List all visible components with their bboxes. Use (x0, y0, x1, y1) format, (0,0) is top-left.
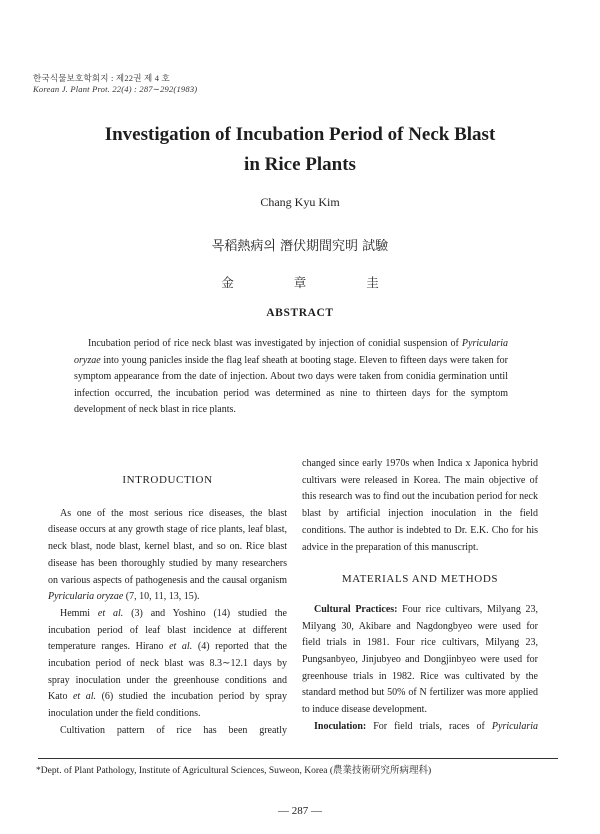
abstract-text (74, 336, 508, 419)
intro-paragraph-continued: changed since early 1970s when Indica x Japonica hybrid cultivars were released in Korea. The main objective of this research was to find out the incubation period for neck blast by artificial injection inoculation in the field conditions. The author is indebted to Dr. E.K. Cho for his advice in the preparation of this manuscript. (302, 458, 538, 553)
materials-methods-heading: MATERIALS AND METHODS (341, 573, 499, 586)
author-name: Chang Kyu Kim (260, 195, 340, 209)
footnote: *Dept. of Plant Pathology, Institute of Agricultural Sciences, Suweon, Korea (農業技術研究所病理科) (36, 766, 432, 776)
left-column (48, 472, 287, 740)
abstract-body: Incubation period of rice neck blast was investigated by injection of conidial suspension of Pyricularia oryzae into young panicles inside the flag leaf sheath at booting stage. Eleven to fifteen days were taken for symptom appearance from the date of injection. About two days were taken from conidia germination until infection occurred, the incubation period was determined as nine to thirteen days for the symptom development of neck blast in rice plants. (74, 338, 508, 416)
footnote-rule (38, 758, 558, 759)
right-column (302, 456, 538, 736)
page-number: — 287 — (278, 805, 322, 817)
journal-header-english: Korean J. Plant Prot. 22(4) : 287∼292(1983) (33, 84, 198, 94)
intro-paragraph-1: As one of the most serious rice diseases, the blast disease occurs at any growth stage of rice plants, leaf blast, neck blast, node blast, kernel blast, and so on. Rice blast disease has been thoroughly studied by many researchers on various aspects of pathogenesis and the causal organism Pyricularia oryzae (7, 10, 11, 13, 15). (48, 507, 287, 603)
journal-header-korean: 한국식물보호학회지 : 제22권 제 4 호 (33, 73, 170, 83)
paper-title-line2: in Rice Plants (244, 154, 356, 175)
intro-paragraph-2: Hemmi et al. (3) and Yoshino (14) studied the incubation period of leaf blast incidence at different temperature ranges. Hirano et al. (4) reported that the incubation period of neck blast was 8.3∼12.1 days by spray inoculation under the greenhouse conditions and Kato et al. (6) studied the incubation period by spray inoculation under the field conditions. (48, 607, 287, 720)
paper-title-line1: Investigation of Incubation Period of Neck Blast (104, 124, 496, 145)
inoculation-paragraph: Inoculation: For field trials, races of Pyricularia (314, 720, 538, 732)
korean-title: 목稻熱病의 潛伏期間究明 試驗 (211, 239, 389, 254)
korean-author: 金章圭 (221, 275, 439, 290)
intro-paragraph-3: Cultivation pattern of rice has been greatly (60, 724, 287, 736)
introduction-heading: INTRODUCTION (122, 474, 213, 486)
cultural-practices-paragraph: Cultural Practices: Four rice cultivars, Milyang 23, Milyang 30, Akibare and Nagdongbyeo were used for field trials in 1981. Four rice cultivars, Milyang 23, Pungsanbyeo, Jinjubyeo and Dongjinbyeo were used for greenhouse trials in 1982. Rice was cultivated by the standard method but 50% of N fertilizer was more applied to induce disease development. (302, 603, 538, 716)
abstract-heading: ABSTRACT (266, 307, 334, 319)
